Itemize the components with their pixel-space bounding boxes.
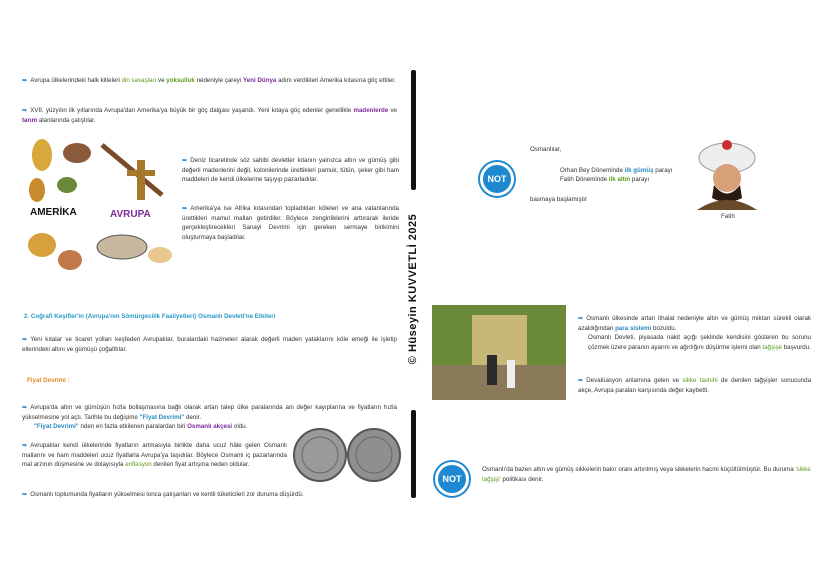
text-segment: nden en fazla etkilenen paralardan biri	[78, 423, 188, 430]
text-segment: Osmanlı toplumunda fiyatların yükselmesi lonca çalışanları ve kentli tüketicileri zor duruma düşürdü.	[30, 491, 304, 498]
text-segment: Devalüasyon anlamına gelen ve	[586, 377, 683, 384]
highlighted-term: tağşişe	[762, 343, 782, 351]
text-segment: ve	[156, 77, 167, 84]
highlighted-term: 'sikke tağşişi'	[482, 466, 811, 483]
bullet-arrow-icon: ➥	[182, 157, 188, 164]
fatih-portrait	[692, 140, 762, 210]
label-amerika: AMERİKA	[30, 207, 77, 218]
text-segment: Avrupa ülkelerindeki halk kitleleri	[30, 77, 122, 84]
text-segment: Osmanlı ülkesinde artan ithalat nedeniyle altın ve gümüş miktarı sürekli olarak azaldığından	[578, 315, 811, 332]
note-text	[482, 465, 812, 484]
text-segment: alanlarında çalıştılar.	[37, 116, 96, 124]
text-segment: parayı	[630, 176, 650, 183]
bullet-arrow-icon: ➥	[22, 336, 28, 343]
portrait-caption: Fatih	[721, 213, 735, 220]
paragraph	[578, 376, 811, 395]
paragraph	[22, 490, 397, 500]
highlighted-term: tarım	[22, 116, 38, 124]
paragraph	[182, 204, 399, 242]
note-end: basmaya başlamıştır	[530, 196, 588, 203]
note-badge: NOT	[480, 162, 514, 196]
note-line	[560, 175, 649, 185]
text-segment: başvurdu.	[781, 343, 811, 351]
highlighted-term: enflasyon	[125, 461, 152, 469]
paragraph	[22, 441, 287, 470]
highlighted-term: ilk gümüş	[624, 167, 654, 174]
ottoman-bazaar-image	[432, 305, 566, 400]
text-segment: XVII. yüzyılın ilk yıllarında Avrupa'dan Amerika'ya büyük bir göç dalgası yaşandı. Yeni kıtaya göç edenler genellikle	[30, 107, 354, 114]
label-avrupa: AVRUPA	[110, 209, 151, 220]
section-heading: 2. Coğrafi Keşifler'in (Avrupa'nın Sömürgecilik Faaliyetleri) Osmanlı Devleti'ne Etkileri	[24, 313, 276, 320]
text-segment: Fatih Döneminde	[560, 176, 609, 183]
paragraph	[22, 335, 397, 354]
text-segment: Deniz ticaretinde söz sahibi devletler kıtanın yalnızca altın ve gümüş gibi değerli madenlerini değil, kolonilerinde ürettikleri pamuk, tütün, şeker gibi ham maddeleri de kendi ülkelerine taşıyıp pazarladılar.	[182, 157, 399, 184]
text-segment: ve	[388, 107, 397, 114]
highlighted-term: para sistemi	[615, 324, 652, 332]
highlighted-term: Yeni Dünya	[243, 77, 277, 84]
paragraph	[578, 314, 811, 333]
bullet-arrow-icon: ➥	[22, 77, 28, 84]
bullet-arrow-icon: ➥	[182, 205, 188, 212]
subheading-fiyat-devrimi: Fiyat Devrimi :	[27, 377, 70, 384]
highlighted-term: ilk altın	[608, 176, 631, 183]
text-segment: denir.	[184, 413, 202, 421]
text-segment: Yeni kıtalar ve ticaret yolları keşfeden Avrupalılar, buralardaki hazineleri alarak değerli maden yataklarını köle emeği ile işletip ellerindeki altını ve gümüşü çoğalttılar.	[22, 336, 397, 353]
copyright-watermark: © Hüseyin KUVVETLİ 2025	[407, 213, 419, 365]
bullet-arrow-icon: ➥	[578, 315, 584, 322]
text-segment: Avrupa'da altın ve gümüşün hızla bollaşmasına bağlı olarak artan talep ülke paralarında ani değer kayıplarına ve fiyatların hızla yükselmesine yol açtı. Tarihte bu değişime	[22, 404, 397, 421]
highlighted-term: "Fiyat Devrimi"	[139, 413, 185, 421]
paragraph	[22, 106, 397, 125]
text-segment: parayı	[653, 167, 673, 174]
bullet-arrow-icon: ➥	[22, 404, 28, 411]
text-segment: politikası denir.	[500, 475, 544, 483]
text-segment: denilen fiyat artışına neden oldular.	[151, 461, 250, 469]
text-segment: Osmanlı Devleti, piyasada nakit açığı şeklinde kendisini gösteren bu sorunu çözmek üzere paranın ayarını ve ağırlığını düşürme işlemi olan	[588, 334, 811, 351]
paragraph	[182, 156, 399, 185]
bullet-arrow-icon: ➥	[22, 107, 28, 114]
paragraph	[22, 76, 397, 86]
divider	[411, 70, 416, 190]
divider	[411, 410, 416, 498]
text-segment: nedeniyle çareyi	[194, 77, 243, 84]
highlighted-term: din savaşları	[121, 77, 157, 84]
text-segment: adını verdikleri Amerika kıtasına göç ettiler.	[276, 77, 396, 84]
paragraph	[22, 403, 397, 422]
bullet-arrow-icon: ➥	[578, 377, 584, 384]
illustration-americas-europe	[22, 135, 177, 280]
highlighted-term: madenlerde	[353, 107, 389, 114]
paragraph	[588, 333, 811, 352]
text-segment: de denilen tağşişler sonucunda akçe, Avrupa paraları karşısında değer kaybetti.	[578, 377, 812, 394]
text-segment: bozuldu.	[651, 324, 677, 332]
text-segment: Orhan Bey Döneminde	[560, 167, 625, 174]
text-segment: Osmanlı'da bazen altın ve gümüş sikkelerin bakır oranı artırılmış veya sikkelerin hacmi küçültülmüştür. Bu duruma	[482, 466, 796, 473]
bullet-arrow-icon: ➥	[22, 491, 28, 498]
note-badge: NOT	[435, 462, 469, 496]
note-title: Osmanlılar,	[530, 146, 562, 153]
text-segment: Amerika'ya ise Afrika kıtasından topladıkları köleleri ve ana vatanlarında ürettikleri mamul malları getirdiler. Böylece zenginliklerini arttırarak ileride gerçekleştirecekleri Sanayi Devrimi için gereken sermaye birikimini oluşturmaya başladılar.	[182, 205, 399, 241]
highlighted-term: Osmanlı akçesi	[187, 423, 233, 430]
text-segment: Avrupalılar kendi ülkelerinde fiyatların artmasıyla birlikte daha ucuz hâle gelen Osmanlı mallarını ve ham maddeleri ucuz fiyatlarla Avrupa'ya taşıdılar. Böylece Osmanlı iç pazarlarında mal arzının düşmesine ve dolayısıyla	[22, 442, 287, 469]
highlighted-term: "Fiyat Devrimi"	[34, 423, 79, 430]
text-segment: oldu.	[232, 423, 248, 430]
highlighted-term: yoksulluk	[166, 77, 195, 84]
bullet-arrow-icon: ➥	[22, 442, 28, 449]
highlighted-term: sikke tashihi	[682, 377, 718, 384]
ottoman-coins-image	[293, 425, 403, 485]
paragraph	[34, 422, 294, 432]
